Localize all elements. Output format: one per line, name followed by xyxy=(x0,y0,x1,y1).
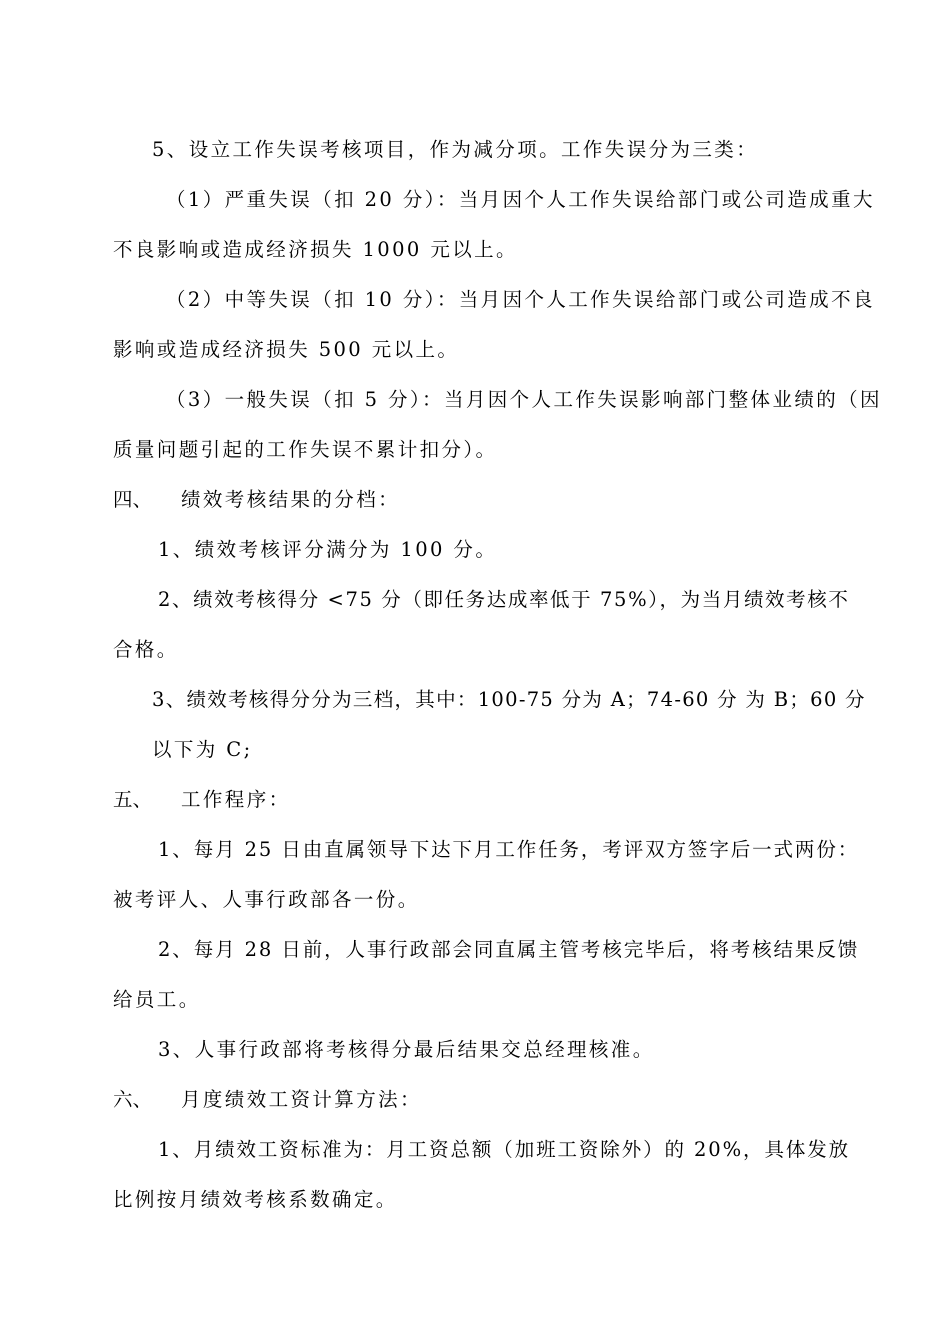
paragraph-line: 被考评人、人事行政部各一份。 xyxy=(113,888,420,911)
paragraph-line: 以下为 C; xyxy=(152,738,253,761)
paragraph-line: 1、绩效考核评分满分为 100 分。 xyxy=(158,538,498,561)
paragraph-line: （2）中等失误（扣 10 分）：当月因个人工作失误给部门或公司造成不良 xyxy=(166,288,875,311)
paragraph-line: 2、每月 28 日前，人事行政部会同直属主管考核完毕后，将考核结果反馈 xyxy=(158,938,860,961)
paragraph-line: 质量问题引起的工作失误不累计扣分）。 xyxy=(113,438,498,461)
paragraph-line: 合格。 xyxy=(113,638,179,661)
paragraph-line: 影响或造成经济损失 500 元以上。 xyxy=(113,338,460,361)
paragraph-line: 比例按月绩效考核系数确定。 xyxy=(113,1188,398,1211)
section-number: 五、 xyxy=(113,788,153,811)
paragraph-line: 1、每月 25 日由直属领导下达下月工作任务，考评双方签字后一式两份： xyxy=(158,838,860,861)
section-number: 六、 xyxy=(113,1088,153,1111)
section-title: 绩效考核结果的分档： xyxy=(181,488,401,511)
section-heading xyxy=(113,487,400,513)
section-title: 工作程序： xyxy=(181,788,291,811)
paragraph-line: 给员工。 xyxy=(113,988,201,1011)
paragraph-line: 不良影响或造成经济损失 1000 元以上。 xyxy=(113,238,518,261)
paragraph-line: （1）严重失误（扣 20 分）：当月因个人工作失误给部门或公司造成重大 xyxy=(166,188,875,211)
section-heading xyxy=(113,1087,422,1113)
paragraph-line: （3）一般失误（扣 5 分）：当月因个人工作失误影响部门整体业绩的（因 xyxy=(166,388,882,411)
section-title: 月度绩效工资计算方法： xyxy=(181,1088,422,1111)
section-heading xyxy=(113,787,291,813)
paragraph-line: 1、月绩效工资标准为：月工资总额（加班工资除外）的 20%，具体发放 xyxy=(158,1138,851,1161)
paragraph-line: 3、人事行政部将考核得分最后结果交总经理核准。 xyxy=(158,1038,655,1061)
section-number: 四、 xyxy=(113,488,153,511)
paragraph-line: 3、绩效考核得分分为三档，其中：100-75 分为 A；74-60 分 为 B；60 分 xyxy=(152,688,866,711)
paragraph-line: 2、绩效考核得分 <75 分（即任务达成率低于 75%），为当月绩效考核不 xyxy=(158,588,850,611)
paragraph-line: 5、设立工作失误考核项目，作为减分项。工作失误分为三类： xyxy=(152,138,759,161)
